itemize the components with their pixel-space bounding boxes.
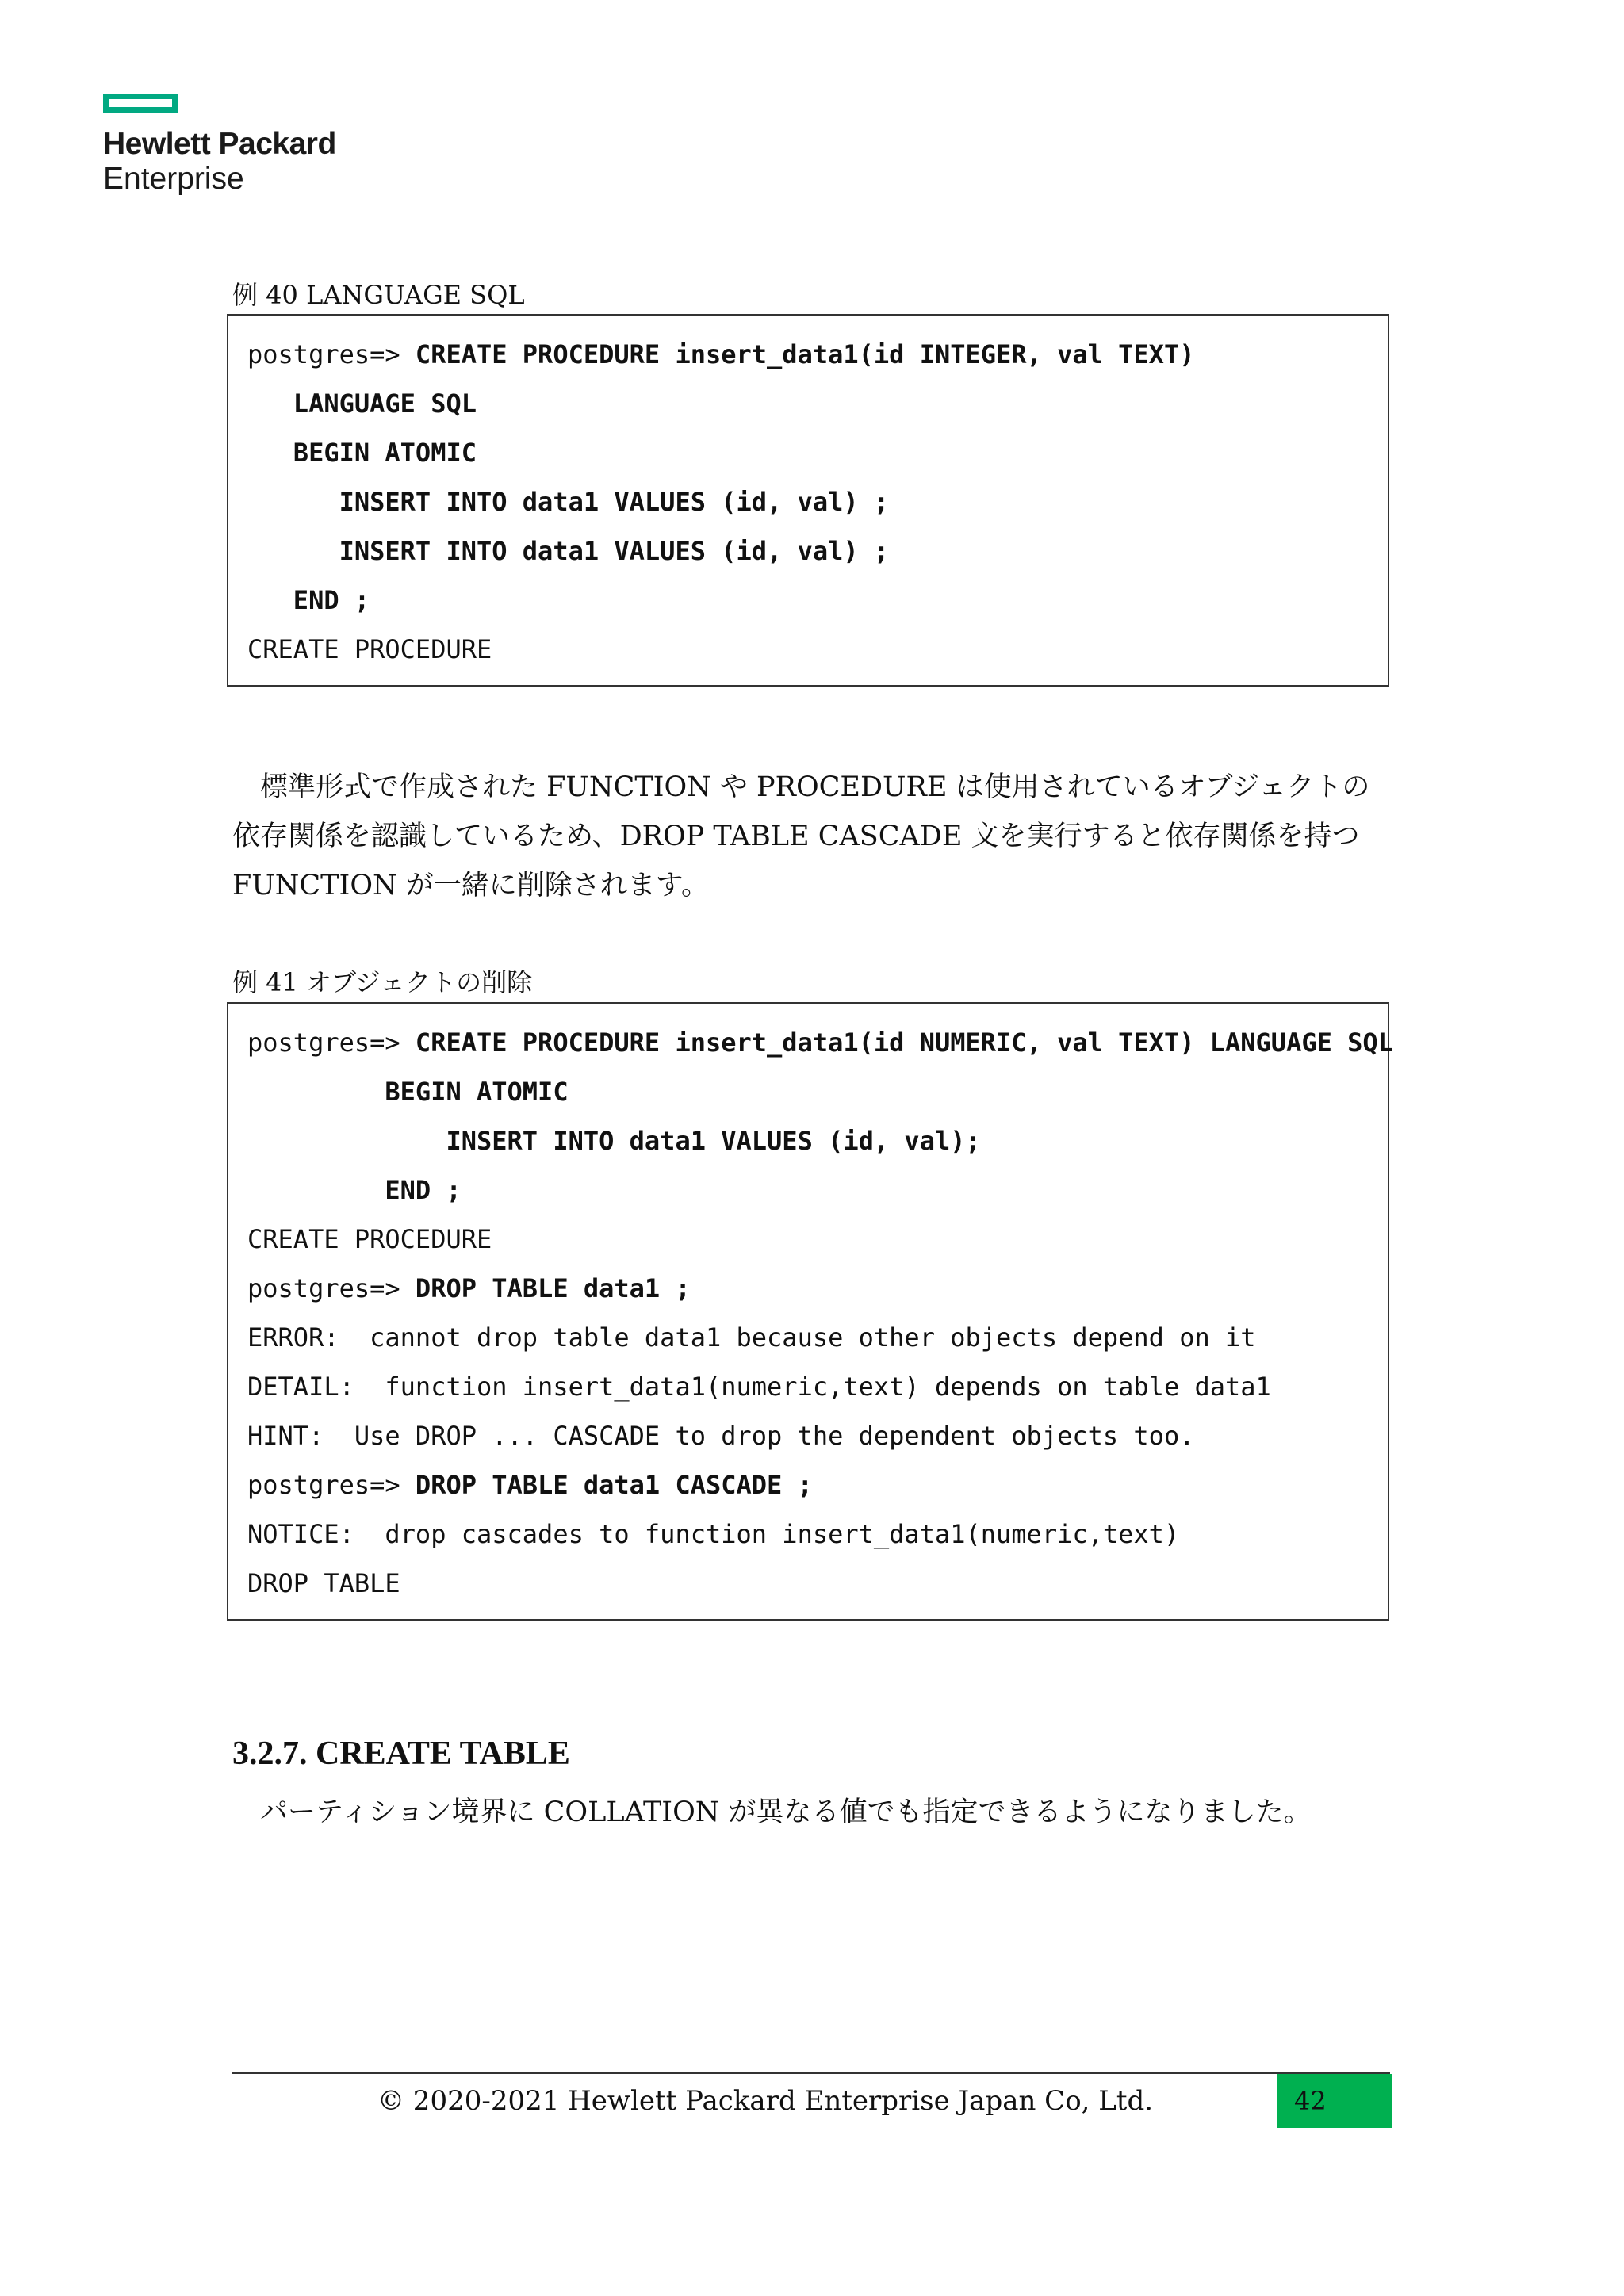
hpe-logo-mark (103, 94, 178, 113)
code-command: BEGIN ATOMIC (293, 438, 477, 468)
code-line (247, 1510, 1388, 1559)
code-line (247, 477, 1388, 526)
code-line (247, 576, 1388, 625)
code-output (247, 438, 293, 468)
code-output (247, 1175, 385, 1205)
hpe-logo (103, 94, 336, 197)
code-command: BEGIN ATOMIC (385, 1077, 569, 1107)
code-output: NOTICE: drop cascades to function insert_data1(numeric,text) (247, 1519, 1180, 1549)
code-output (247, 1126, 446, 1156)
code-command: END ; (293, 585, 370, 615)
code-command: INSERT INTO data1 VALUES (id, val) ; (339, 536, 890, 566)
code-output: DROP TABLE (247, 1568, 400, 1598)
code-output: ERROR: cannot drop table data1 because other objects depend on it (247, 1322, 1256, 1353)
code-line (247, 379, 1388, 428)
code-output (247, 388, 293, 419)
code-line (247, 1460, 1388, 1510)
code-line (247, 1215, 1388, 1264)
code-command: LANGUAGE SQL (293, 388, 477, 419)
code-line (247, 1411, 1388, 1460)
code-line (247, 1313, 1388, 1362)
example-40-code-block (227, 314, 1389, 687)
code-line (247, 1067, 1388, 1116)
code-line (247, 625, 1388, 674)
code-line (247, 1362, 1388, 1411)
paragraph-dependency (232, 763, 1395, 910)
code-command: INSERT INTO data1 VALUES (id, val); (446, 1126, 981, 1156)
code-output (247, 536, 339, 566)
code-command: CREATE PROCEDURE insert_data1(id NUMERIC, val TEXT) LANGUAGE SQL (415, 1027, 1393, 1058)
logo-text-line2: Enterprise (103, 162, 244, 196)
page-number-badge (1277, 2074, 1392, 2128)
logo-text-line1: Hewlett Packard (103, 127, 336, 161)
section-heading: 3.2.7. CREATE TABLE (232, 1735, 570, 1772)
code-line (247, 428, 1388, 477)
code-command: END ; (385, 1175, 462, 1205)
section-body-text: パーティション境界に COLLATION が異なる値でも指定できるようになりました。 (260, 1797, 1312, 1828)
code-output: postgres=> (247, 339, 416, 369)
footer-copyright: © 2020-2021 Hewlett Packard Enterprise Japan Co, Ltd. (377, 2085, 1154, 2117)
code-output: DETAIL: function insert_data1(numeric,text) depends on table data1 (247, 1372, 1271, 1402)
code-output: postgres=> (247, 1027, 416, 1058)
code-output: CREATE PROCEDURE (247, 1224, 492, 1254)
example-41-code-block (227, 1002, 1393, 1621)
code-output: postgres=> (247, 1273, 416, 1303)
code-output (247, 585, 293, 615)
code-output: HINT: Use DROP ... CASCADE to drop the dependent objects too. (247, 1421, 1195, 1451)
paragraph-text: 標準形式で作成された FUNCTION や PROCEDURE は使用されているオブジェクトの依存関係を認識しているため、DROP TABLE CASCADE 文を実行すると依存関係を持つ FUNCTION が一緒に削除されます。 (232, 771, 1370, 901)
code-output: CREATE PROCEDURE (247, 634, 492, 664)
code-output (247, 1077, 385, 1107)
code-output: postgres=> (247, 1470, 416, 1500)
code-command: DROP TABLE data1 CASCADE ; (415, 1470, 813, 1500)
code-output (247, 487, 339, 517)
code-line (247, 526, 1388, 576)
code-command: INSERT INTO data1 VALUES (id, val) ; (339, 487, 890, 517)
footer-divider (232, 2072, 1390, 2074)
code-line (247, 1165, 1388, 1215)
section-body (232, 1788, 1395, 1837)
code-line (247, 1116, 1388, 1165)
code-line (247, 1559, 1388, 1608)
code-line (247, 330, 1388, 379)
example-40-caption: 例 40 LANGUAGE SQL (232, 280, 525, 310)
example-41-caption: 例 41 オブジェクトの削除 (232, 967, 533, 997)
code-command: DROP TABLE data1 ; (415, 1273, 691, 1303)
code-command: CREATE PROCEDURE insert_data1(id INTEGER, val TEXT) (415, 339, 1195, 369)
code-line (247, 1018, 1393, 1067)
code-line (247, 1264, 1388, 1313)
page-number: 42 (1294, 2086, 1327, 2116)
